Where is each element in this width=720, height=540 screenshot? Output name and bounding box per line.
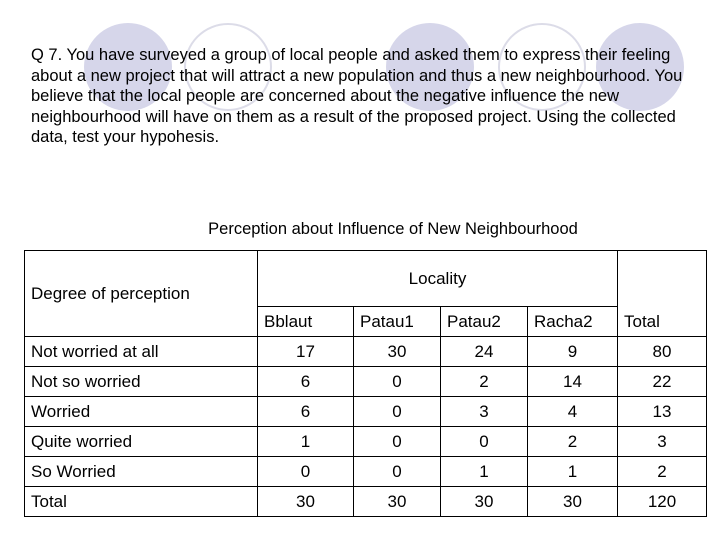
table-row [25,397,707,427]
row-label: Total [25,487,258,517]
table-cell: 9 [528,337,618,367]
row-label: Not so worried [25,367,258,397]
table-cell: 6 [258,367,354,397]
table-cell: 13 [618,397,707,427]
table-cell: 30 [441,487,528,517]
table-cell: 0 [441,427,528,457]
column-header: Bblaut [258,307,354,337]
table-cell: 3 [441,397,528,427]
table-caption: Perception about Influence of New Neighbourhood [208,220,578,238]
table-cell: 6 [258,397,354,427]
table-cell: 1 [528,457,618,487]
table-row [25,427,707,457]
table-cell: 0 [354,457,441,487]
table-cell: 3 [618,427,707,457]
table-cell: 120 [618,487,707,517]
perception-table [24,250,707,517]
row-header: Degree of perception [25,251,258,337]
row-label: Quite worried [25,427,258,457]
table-cell: 24 [441,337,528,367]
table-cell: 22 [618,367,707,397]
table-cell: 0 [258,457,354,487]
column-header: Racha2 [528,307,618,337]
table-cell: 0 [354,397,441,427]
table-cell: 1 [441,457,528,487]
table-cell: 17 [258,337,354,367]
table-row [25,367,707,397]
group-header-locality: Locality [258,251,618,307]
row-label: Worried [25,397,258,427]
table-cell: 2 [441,367,528,397]
column-header: Patau2 [441,307,528,337]
table-cell: 14 [528,367,618,397]
column-header-total: Total [618,251,707,337]
question-text: Q 7. You have surveyed a group of local people and asked them to express their feeling about a new project that will attract a new population and thus a new neighbourhood. You believe that the local people are concerned about the negative influence the new neighbourhood will have on them as a result of the proposed project. Using the collected data, test your hypohesis. [31,46,683,147]
table-cell: 2 [618,457,707,487]
column-header: Patau1 [354,307,441,337]
table-cell: 4 [528,397,618,427]
table-cell: 30 [528,487,618,517]
row-label: So Worried [25,457,258,487]
table-cell: 0 [354,427,441,457]
table-cell: 30 [354,337,441,367]
table-cell: 0 [354,367,441,397]
row-label: Not worried at all [25,337,258,367]
table-row [25,337,707,367]
table-row [25,457,707,487]
table-cell: 30 [258,487,354,517]
table-cell: 30 [354,487,441,517]
table-cell: 1 [258,427,354,457]
table-row [25,487,707,517]
table-cell: 2 [528,427,618,457]
table-cell: 80 [618,337,707,367]
